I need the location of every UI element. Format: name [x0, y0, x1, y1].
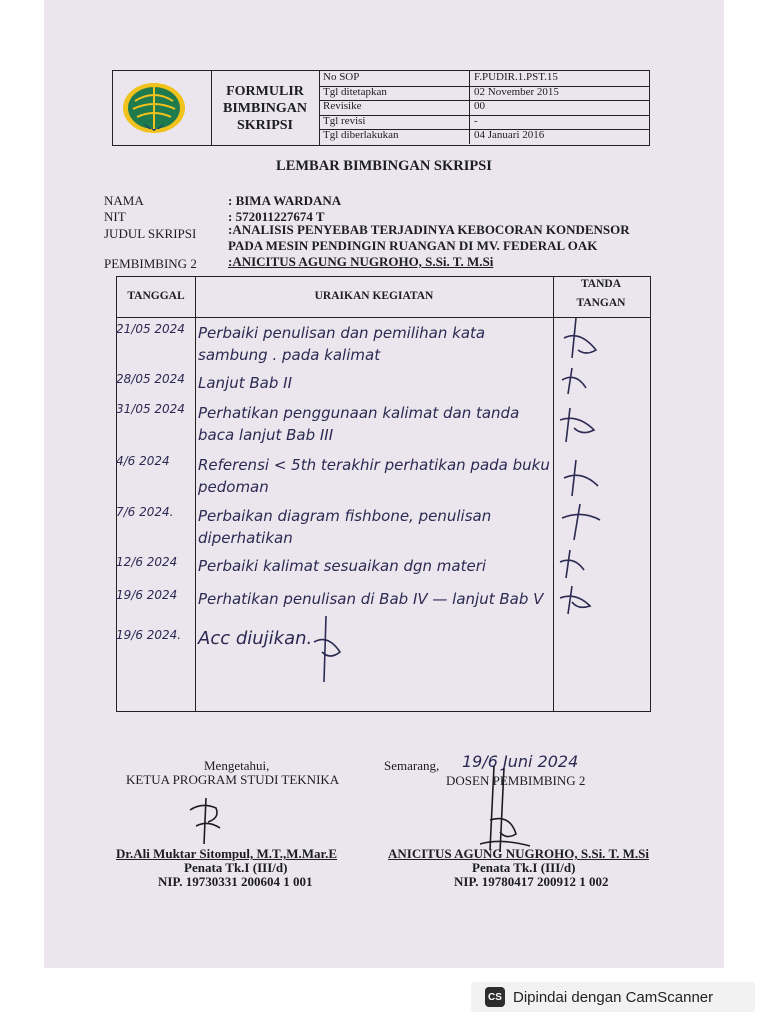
- dosen-rank: Penata Tk.I (III/d): [472, 860, 576, 875]
- nit-value: : 572011227674 T: [228, 209, 325, 224]
- form-title-line-1: FORMULIR: [226, 83, 304, 99]
- handwritten-date: 19/6 Juni 2024: [462, 752, 579, 771]
- form-title-line-3: SKRIPSI: [236, 117, 294, 133]
- acc-signature-icon: [310, 612, 344, 686]
- camscanner-text: Dipindai dengan CamScanner: [513, 988, 714, 1006]
- header-tangan: TANGAN: [576, 297, 626, 309]
- meta-row-revisike: [319, 100, 649, 116]
- meta-row-revisi: [319, 115, 649, 131]
- nit-label: NIT: [104, 209, 126, 224]
- kaprodi-role: KETUA PROGRAM STUDI TEKNIKA: [126, 772, 340, 787]
- row-date: 12/6 2024: [116, 555, 178, 569]
- row-description: Perhatikan penggunaan kalimat dan tanda baca lanjut Bab III: [198, 404, 520, 444]
- row-date: 19/6 2024: [116, 588, 178, 602]
- row-description: Perbaiki kalimat sesuaikan dgn materi: [198, 557, 487, 575]
- table-divider: [195, 277, 196, 711]
- pembimbing-value: :ANICITUS AGUNG NUGROHO, S.Si. T. M.Si: [228, 254, 494, 269]
- known-label: Mengetahui,: [204, 758, 270, 773]
- dosen-name: ANICITUS AGUNG NUGROHO, S.Si. T. M.Si: [388, 846, 650, 861]
- dosen-nip: NIP. 19780417 200912 1 002: [454, 874, 609, 889]
- kaprodi-nip: NIP. 19730331 200604 1 001: [158, 874, 313, 889]
- meta-key: Tgl revisi: [323, 114, 366, 127]
- row-date: 31/05 2024: [116, 402, 185, 416]
- dosen-signature-icon: [470, 760, 540, 856]
- document-title: LEMBAR BIMBINGAN SKRIPSI: [276, 158, 492, 174]
- row-description: Acc diujikan.: [198, 628, 313, 649]
- kaprodi-rank: Penata Tk.I (III/d): [184, 860, 288, 875]
- meta-value: 02 November 2015: [469, 86, 644, 101]
- row-description: Lanjut Bab II: [198, 374, 292, 392]
- meta-row-sop: [319, 71, 649, 87]
- form-title-line-2: BIMBINGAN: [222, 100, 307, 116]
- header-tanggal: TANGGAL: [127, 290, 185, 302]
- form-title: [211, 71, 320, 145]
- nama-value: : BIMA WARDANA: [228, 193, 342, 208]
- kaprodi-name: Dr.Ali Muktar Sitompul, M.T.,M.Mar.E: [116, 846, 338, 861]
- meta-row-ditetapkan: [319, 86, 649, 102]
- meta-key: Revisike: [323, 100, 362, 113]
- camscanner-badge: [471, 982, 755, 1012]
- meta-value: -: [469, 115, 644, 130]
- header-tanda: TANDA: [580, 278, 622, 290]
- meta-row-diberlakukan: [319, 129, 649, 144]
- pembimbing-label: PEMBIMBING 2: [104, 256, 197, 271]
- dosen-role: DOSEN PEMBIMBING 2: [446, 773, 586, 788]
- row-date: 19/6 2024.: [116, 628, 182, 642]
- header-uraian: URAIKAN KEGIATAN: [314, 290, 434, 302]
- judul-label: JUDUL SKRIPSI: [104, 226, 197, 241]
- row-date: 4/6 2024: [116, 454, 170, 468]
- row-date: 21/05 2024: [116, 322, 185, 336]
- row-description: Referensi < 5th terakhir perhatikan pada buku pedoman: [198, 456, 550, 496]
- camscanner-icon: CS: [485, 987, 505, 1007]
- meta-key: Tgl diberlakukan: [323, 129, 399, 142]
- kaprodi-signature-icon: [186, 796, 226, 846]
- nama-label: NAMA: [104, 193, 144, 208]
- place-label: Semarang,: [384, 758, 440, 773]
- meta-value: F.PUDIR.1.PST.15: [469, 71, 644, 86]
- signature-column-icon: [556, 310, 616, 630]
- row-description: Perbaiki penulisan dan pemilihan kata sambung . pada kalimat: [198, 324, 486, 364]
- logo-cell: [113, 71, 212, 145]
- ministry-logo-icon: [113, 71, 211, 145]
- form-header: [112, 70, 650, 146]
- judul-line-2: PADA MESIN PENDINGIN RUANGAN DI MV. FEDERAL OAK: [228, 238, 598, 253]
- meta-key: No SOP: [323, 71, 360, 83]
- meta-value: 04 Januari 2016: [469, 129, 644, 144]
- meta-key: Tgl ditetapkan: [323, 85, 387, 98]
- judul-line-1: :ANALISIS PENYEBAB TERJADINYA KEBOCORAN KONDENSOR: [228, 222, 630, 237]
- meta-value: 00: [469, 100, 644, 115]
- row-date: 7/6 2024.: [116, 505, 174, 519]
- row-description: Perhatikan penulisan di Bab IV — lanjut Bab V: [198, 590, 544, 608]
- row-description: Perbaikan diagram fishbone, penulisan diperhatikan: [198, 507, 492, 547]
- row-date: 28/05 2024: [116, 372, 185, 386]
